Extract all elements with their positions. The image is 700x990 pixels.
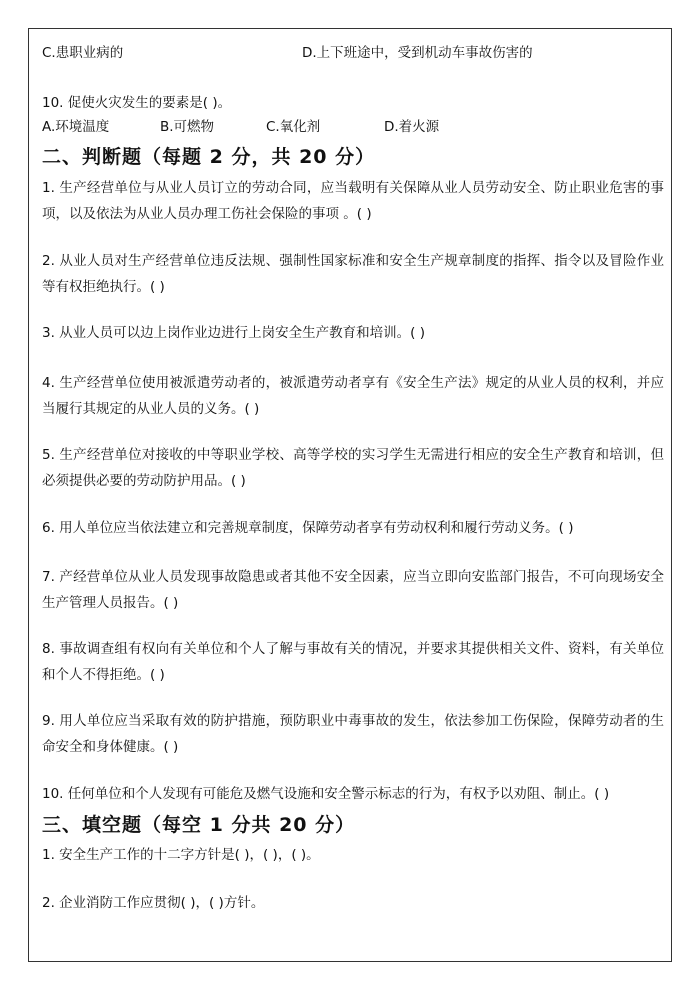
q10-option-b: B.可燃物	[160, 119, 215, 135]
judge-q10: 10. 任何单位和个人发现有可能危及燃气设施和安全警示标志的行为，有权予以劝阻、制止。( )	[42, 786, 610, 802]
judge-q7: 7. 产经营单位从业人员发现事故隐患或者其他不安全因素，应当立即向安监部门报告，不可向现场安全生产管理人员报告。( )	[42, 569, 664, 611]
q10-option-c: C.氧化剂	[266, 119, 321, 135]
prev-option-c: C.患职业病的	[42, 45, 124, 61]
fill-q1: 1. 安全生产工作的十二字方针是( )，( )，( )。	[42, 847, 320, 863]
prev-option-d: D.上下班途中，受到机动车事故伤害的	[302, 45, 533, 61]
section2-heading: 二、判断题（每题 2 分，共 20 分）	[42, 146, 376, 168]
section3-heading: 三、填空题（每空 1 分共 20 分）	[42, 814, 356, 836]
judge-q9: 9. 用人单位应当采取有效的防护措施，预防职业中毒事故的发生，依法参加工伤保险，保障劳动者的生命安全和身体健康。( )	[42, 713, 664, 755]
q10-option-a: A.环境温度	[42, 119, 110, 135]
fill-q2: 2. 企业消防工作应贯彻( )，( )方针。	[42, 895, 265, 911]
judge-q4: 4. 生产经营单位使用被派遣劳动者的，被派遣劳动者享有《安全生产法》规定的从业人员的权利，并应当履行其规定的从业人员的义务。( )	[42, 375, 664, 417]
judge-q5: 5. 生产经营单位对接收的中等职业学校、高等学校的实习学生无需进行相应的安全生产教育和培训，但必须提供必要的劳动防护用品。( )	[42, 447, 664, 489]
judge-q8: 8. 事故调查组有权向有关单位和个人了解与事故有关的情况，并要求其提供相关文件、资料，有关单位和个人不得拒绝。( )	[42, 641, 664, 683]
q10-stem: 10. 促使火灾发生的要素是( )。	[42, 95, 232, 111]
judge-q2: 2. 从业人员对生产经营单位违反法规、强制性国家标准和安全生产规章制度的指挥、指令以及冒险作业等有权拒绝执行。( )	[42, 253, 664, 295]
judge-q1: 1. 生产经营单位与从业人员订立的劳动合同，应当载明有关保障从业人员劳动安全、防止职业危害的事项，以及依法为从业人员办理工伤社会保险的事项 。( )	[42, 180, 664, 222]
q10-option-d: D.着火源	[384, 119, 440, 135]
judge-q6: 6. 用人单位应当依法建立和完善规章制度，保障劳动者享有劳动权利和履行劳动义务。( )	[42, 520, 574, 536]
q10-options	[42, 114, 439, 140]
judge-q3: 3. 从业人员可以边上岗作业边进行上岗安全生产教育和培训。( )	[42, 325, 425, 341]
